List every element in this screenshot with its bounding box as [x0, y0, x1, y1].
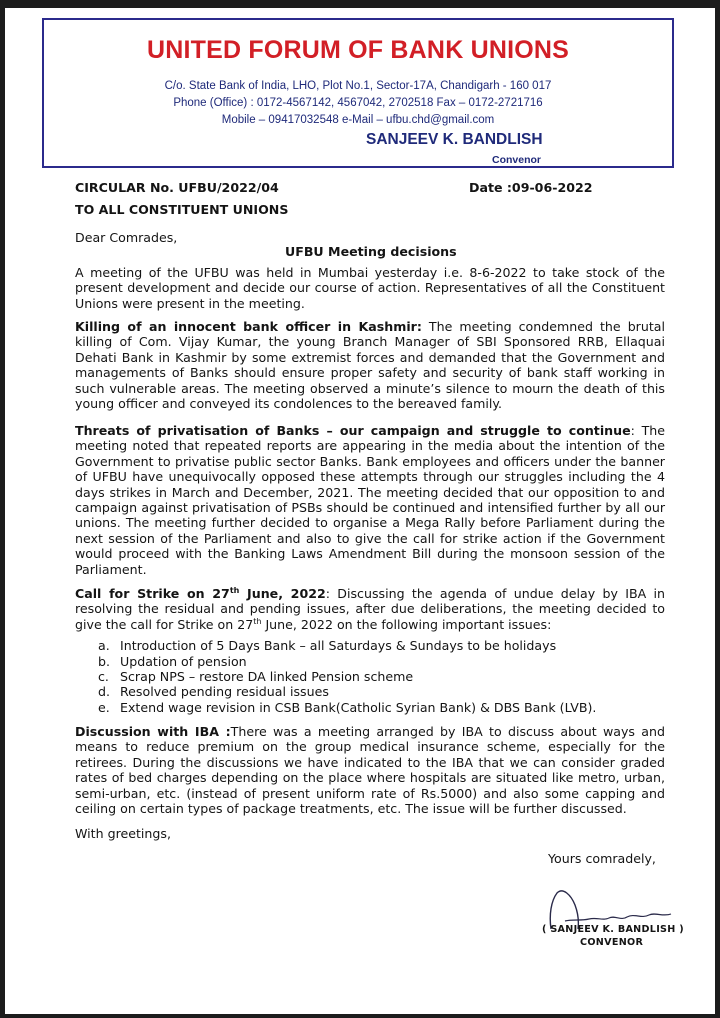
- address-line: C/o. State Bank of India, LHO, Plot No.1, Sector-17A, Chandigarh - 160 017: [164, 80, 552, 92]
- letterhead: [42, 18, 674, 168]
- signatory-title: CONVENOR: [580, 937, 644, 948]
- convenor-title: Convenor: [492, 154, 542, 166]
- issue-item: b. Updation of pension: [98, 654, 247, 669]
- strike-text: : Discussing the agenda of undue delay by IBA in resolving the residual and pending issues, after due deliberations, the meeting decided to give the call for Strike on 27th June, 2022 on the following important issues:: [75, 586, 666, 632]
- issue-item: c. Scrap NPS – restore DA linked Pension scheme: [98, 669, 414, 684]
- greeting: With greetings,: [75, 826, 171, 841]
- strike-paragraph: [75, 586, 665, 632]
- issue-item: e. Extend wage revision in CSB Bank(Catholic Syrian Bank) & DBS Bank (LVB).: [98, 700, 597, 715]
- circular-recipients: TO ALL CONSTITUENT UNIONS: [75, 202, 289, 217]
- privatisation-text: : The meeting noted that repeated reports are appearing in the media about the intention of the Government to privatise public sector Banks. Bank employees and officers under the banner of UFBU have unequivocally opposed these attempts through our struggles including the 4 days strikes in March and December, 2021. The meeting decided that our opposition to and campaign against privatisation of PSBs should be continued and intensified further by all our unions. The meeting further decided to organise a Mega Rally before Parliament during the next session of the Parliament and also to give the call for strike action if the Government would proceed with the Banking Laws Amendment Bill during the monsoon session of the Parliament.: [75, 423, 665, 577]
- intro-paragraph: A meeting of the UFBU was held in Mumbai yesterday i.e. 8-6-2022 to take stock of the present development and decide our course of action. Representatives of all the Constituent Unions were present in the meeting.: [75, 265, 665, 311]
- privatisation-heading: Threats of privatisation of Banks – our campaign and struggle to continue: [75, 423, 631, 438]
- circular-number: CIRCULAR No. UFBU/2022/04: [75, 180, 279, 195]
- strike-heading: Call for Strike on 27th June, 2022: [75, 585, 326, 601]
- convenor-name: SANJEEV K. BANDLISH: [366, 131, 543, 148]
- iba-text: There was a meeting arranged by IBA to discuss about ways and means to reduce premium on the group medical insurance scheme, especially for the retirees. During the discussions we have indicated to the IBA that we can consider graded rates of bed charges depending on the place where hospitals are situated like metro, urban, semi-urban, etc. (instead of present uniform rate of Rs.5000) and also some capping and ceiling on certain types of package treatments, etc. The issue will be further discussed.: [75, 724, 665, 817]
- killing-text: The meeting condemned the brutal killing of Com. Vijay Kumar, the young Branch Manager of SBI Sponsored RRB, Ellaquai Dehati Bank in Kashmir by some extremist forces and demanded that the Government and managements of Banks should ensure proper safety and security of bank staff working in such vulnerable areas. The meeting observed a minute’s silence to mourn the death of this young officer and conveyed its condolences to the bereaved family.: [75, 319, 665, 412]
- iba-heading: Discussion with IBA :: [75, 724, 231, 739]
- salutation: Dear Comrades,: [75, 230, 178, 245]
- killing-heading: Killing of an innocent bank officer in Kashmir:: [75, 319, 422, 334]
- document-page: [5, 8, 715, 1014]
- mobile-email-line: Mobile – 09417032548 e-Mail – ufbu.chd@gmail.com: [221, 114, 495, 126]
- issue-item: d. Resolved pending residual issues: [98, 684, 329, 699]
- phone-line: Phone (Office) : 0172-4567142, 4567042, 2702518 Fax – 0172-2721716: [173, 97, 543, 109]
- organisation-name: UNITED FORUM OF BANK UNIONS: [146, 36, 570, 64]
- circular-date: Date :09-06-2022: [469, 180, 593, 195]
- circular-subject: UFBU Meeting decisions: [285, 244, 457, 259]
- privatisation-paragraph: [75, 423, 665, 577]
- closing-yours: Yours comradely,: [548, 851, 656, 866]
- iba-paragraph: [75, 724, 665, 816]
- issue-item: a. Introduction of 5 Days Bank – all Saturdays & Sundays to be holidays: [98, 638, 557, 653]
- killing-paragraph: [75, 319, 665, 411]
- signatory-name: ( SANJEEV K. BANDLISH ): [542, 924, 684, 935]
